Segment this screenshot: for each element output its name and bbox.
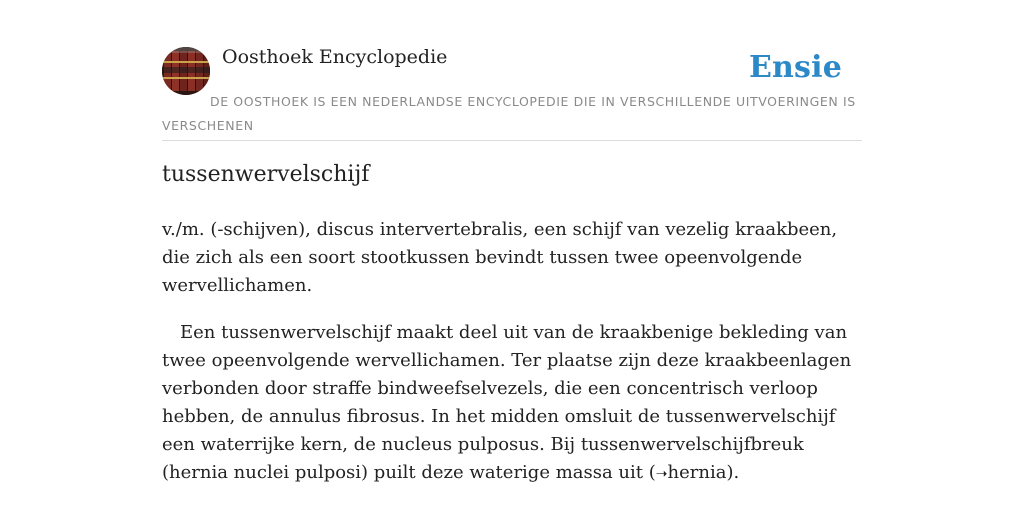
cross-reference-arrow-icon: ➝ [655, 466, 668, 482]
ensie-logo-link[interactable]: Ensie [748, 50, 842, 85]
entry-title: tussenwervelschijf [162, 162, 370, 187]
entry-paragraph-text: Een tussenwervelschijf maakt deel uit van de kraakbenige bekleding van twee opeenvolgende wervellichamen. Ter plaatse zijn deze kraakbeenlagen verbonden door straffe bindweefselvezels, die een concentrisch verloop hebben, de annulus fibrosus. In het midden omsluit de tussenwervelschijf een waterrijke kern, de nucleus pulposus. Bij tussenwervelschijfbreuk (hernia nuclei pulposi) puilt deze waterige massa uit ( [162, 322, 852, 483]
encyclopedia-avatar[interactable] [162, 47, 210, 95]
page [162, 0, 862, 483]
entry-body [162, 216, 862, 507]
entry-paragraph [162, 319, 862, 488]
book-spines-icon [162, 47, 210, 95]
site-title[interactable]: Oosthoek Encyclopedie [222, 46, 448, 68]
site-header [162, 0, 862, 141]
site-tagline: DE OOSTHOEK IS EEN NEDERLANDSE ENCYCLOPEDIE DIE IN VERSCHILLENDE UITVOERINGEN IS VERSCHENEN [162, 94, 856, 133]
cross-reference-link-hernia[interactable]: hernia [667, 462, 727, 483]
entry-definition: v./m. (-schijven), discus intervertebralis, een schijf van vezelig kraakbeen, die zich als een soort stootkussen bevindt tussen twee opeenvolgende wervellichamen. [162, 219, 838, 296]
entry-paragraph-end: ). [726, 462, 740, 483]
